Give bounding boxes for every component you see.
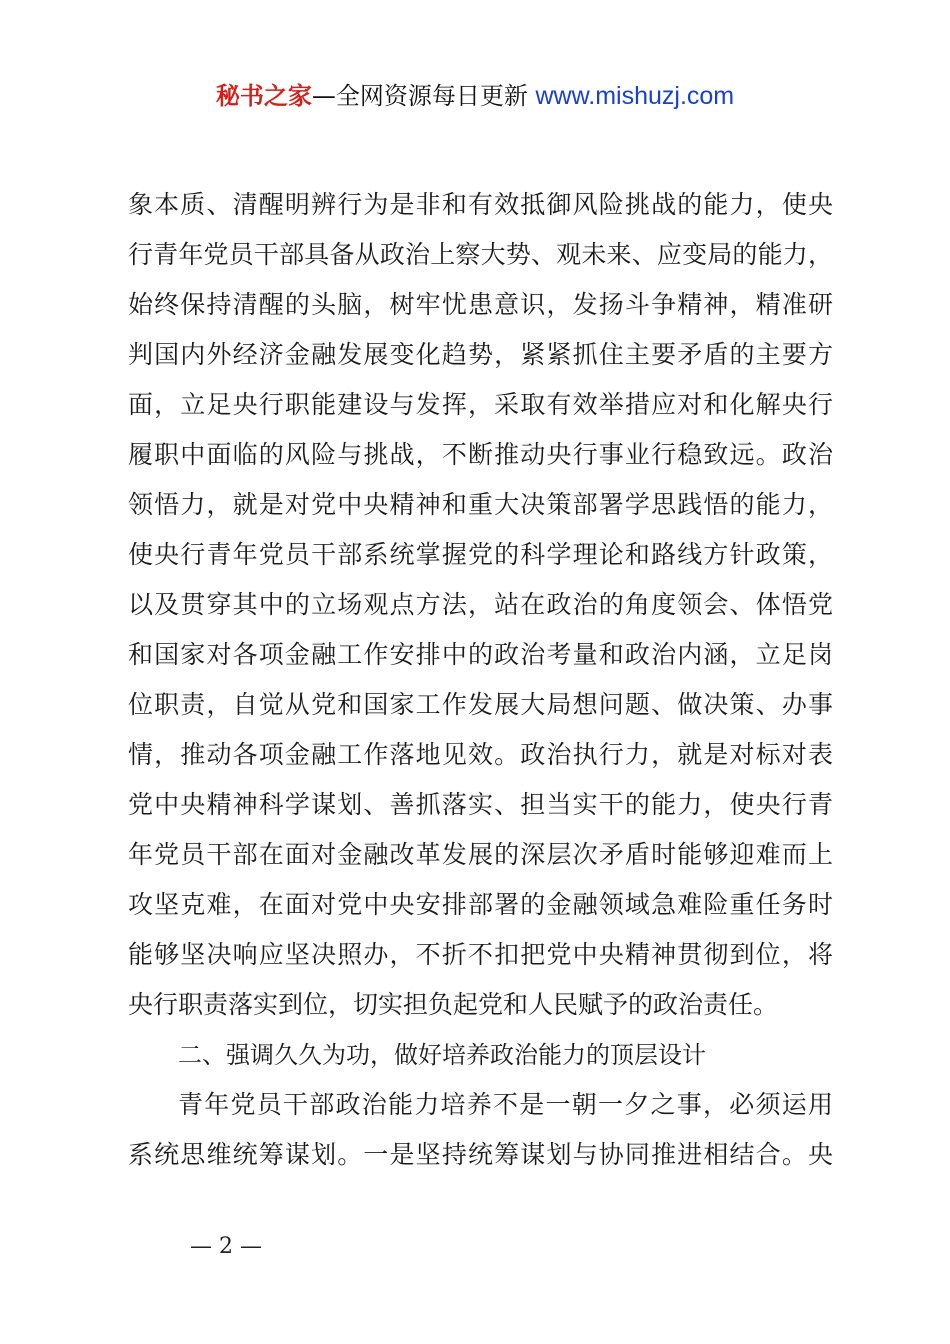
- text-line: 判国内外经济金融发展变化趋势，紧紧抓住主要矛盾的主要方: [128, 340, 833, 369]
- text-line: 青年党员干部政治能力培养不是一朝一夕之事，必须运用: [178, 1090, 833, 1119]
- text-line: 情，推动各项金融工作落地见效。政治执行力，就是对标对表: [128, 740, 833, 769]
- text-line: 年党员干部在面对金融改革发展的深层次矛盾时能够迎难而上: [128, 840, 833, 869]
- text-line: 党中央精神科学谋划、善抓落实、担当实干的能力，使央行青: [128, 790, 833, 819]
- text-line: 和国家对各项金融工作安排中的政治考量和政治内涵，立足岗: [128, 640, 833, 669]
- text-line: 履职中面临的风险与挑战，不断推动央行事业行稳致远。政治: [128, 440, 833, 469]
- text-line: 系统思维统筹谋划。一是坚持统筹谋划与协同推进相结合。央: [128, 1140, 833, 1169]
- text-line: 位职责，自觉从党和国家工作发展大局想问题、做决策、办事: [128, 690, 833, 719]
- text-line: 央行职责落实到位，切实担负起党和人民赋予的政治责任。: [128, 990, 779, 1019]
- text-line: 领悟力，就是对党中央精神和重大决策部署学思践悟的能力，: [128, 490, 833, 519]
- site-watermark-header: [0, 80, 950, 112]
- brand-url: www.mishuzj.com: [535, 82, 735, 110]
- text-line: 行青年党员干部具备从政治上察大势、观未来、应变局的能力，: [128, 240, 833, 269]
- text-line: 始终保持清醒的头脑，树牢忧患意识，发扬斗争精神，精准研: [128, 290, 833, 319]
- document-body: [128, 180, 833, 1180]
- text-line: 象本质、清醒明辨行为是非和有效抵御风险挑战的能力，使央: [128, 190, 833, 219]
- text-line: 能够坚决响应坚决照办，不折不扣把党中央精神贯彻到位，将: [128, 940, 833, 969]
- text-line: 以及贯穿其中的立场观点方法，站在政治的角度领会、体悟党: [128, 590, 833, 619]
- text-line: 攻坚克难，在面对党中央安排部署的金融领域急难险重任务时: [128, 890, 833, 919]
- brand-name: 秘书之家: [215, 82, 312, 110]
- text-line: 使央行青年党员干部系统掌握党的科学理论和路线方针政策，: [128, 540, 833, 569]
- brand-tagline: —全网资源每日更新: [311, 82, 536, 110]
- text-line: 面，立足央行职能建设与发挥，采取有效举措应对和化解央行: [128, 390, 833, 419]
- section-heading: 二、强调久久为功，做好培养政治能力的顶层设计: [178, 1041, 706, 1069]
- page-number: — 2 —: [190, 1234, 262, 1259]
